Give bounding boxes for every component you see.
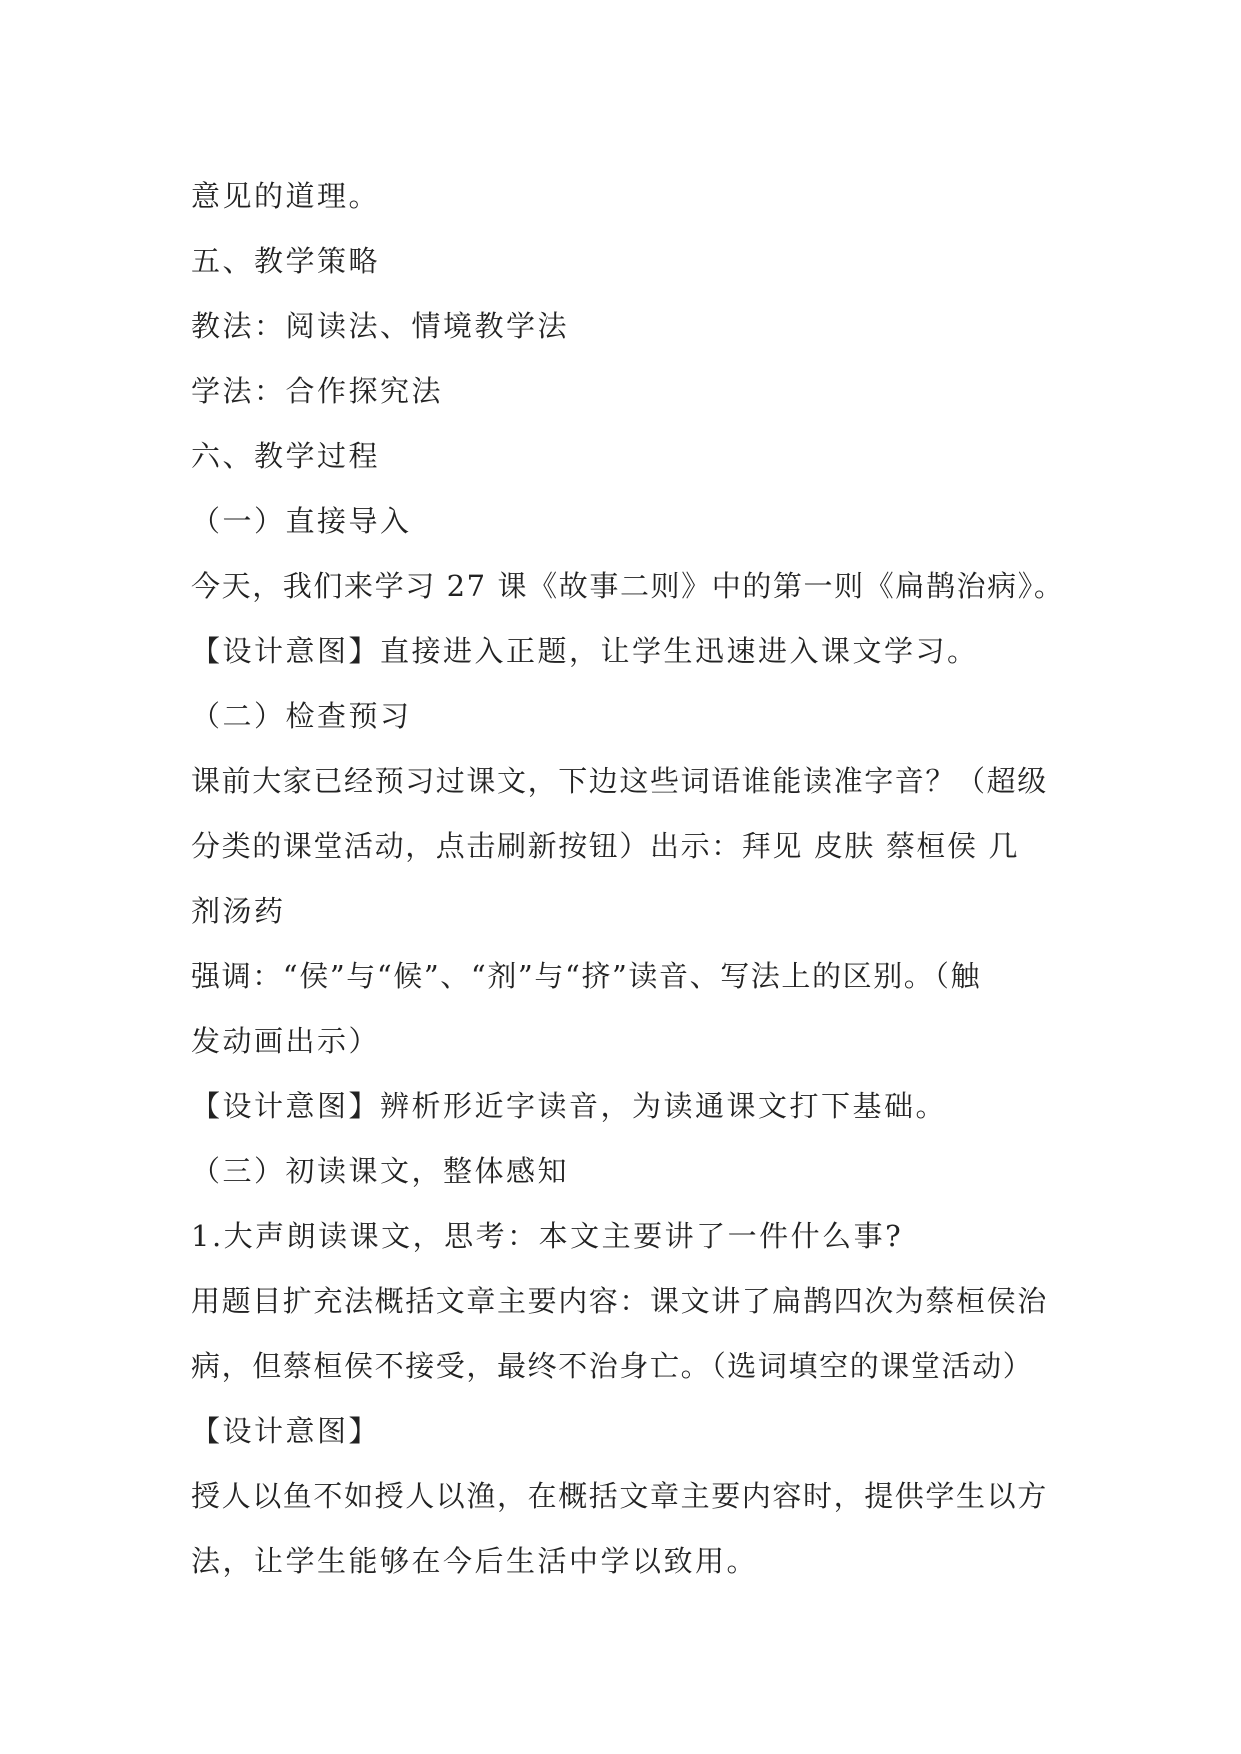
paragraph-line: 发动画出示） — [191, 1024, 381, 1058]
design-intent-line: 【设计意图】 — [191, 1414, 381, 1448]
subsection-heading: （二）检查预习 — [191, 699, 412, 733]
section-heading-strategy: 五、教学策略 — [191, 244, 381, 278]
document-body — [191, 164, 1065, 1594]
paragraph-line: 学法：合作探究法 — [191, 374, 444, 408]
paragraph-line: 授人以鱼不如授人以渔，在概括文章主要内容时，提供学生以方 — [191, 1479, 1048, 1513]
subsection-heading: （三）初读课文，整体感知 — [191, 1154, 570, 1188]
subsection-heading: （一）直接导入 — [191, 504, 412, 538]
paragraph-line: 剂汤药 — [191, 894, 286, 928]
paragraph-line: 教法：阅读法、情境教学法 — [191, 309, 570, 343]
paragraph-line: 强调：“侯”与“候”、“剂”与“挤”读音、写法上的区别。（触 — [191, 959, 982, 993]
paragraph-line: 课前大家已经预习过课文，下边这些词语谁能读准字音？（超级 — [191, 764, 1048, 798]
paragraph-line: 意见的道理。 — [191, 179, 381, 213]
design-intent-line: 【设计意图】直接进入正题，让学生迅速进入课文学习。 — [191, 634, 979, 668]
paragraph-line: 用题目扩充法概括文章主要内容：课文讲了扁鹊四次为蔡桓侯治 — [191, 1284, 1048, 1318]
paragraph-line: 法，让学生能够在今后生活中学以致用。 — [191, 1544, 759, 1578]
paragraph-line: 今天，我们来学习 27 课《故事二则》中的第一则《扁鹊治病》。 — [191, 569, 1065, 603]
section-heading-process: 六、教学过程 — [191, 439, 381, 473]
paragraph-line: 病，但蔡桓侯不接受，最终不治身亡。（选词填空的课堂活动） — [191, 1349, 1034, 1383]
design-intent-line: 【设计意图】辨析形近字读音，为读通课文打下基础。 — [191, 1089, 948, 1123]
paragraph-line: 分类的课堂活动，点击刷新按钮）出示：拜见 皮肤 蔡桓侯 几 — [191, 829, 1020, 863]
paragraph-line: 1.大声朗读课文，思考：本文主要讲了一件什么事? — [191, 1219, 904, 1253]
